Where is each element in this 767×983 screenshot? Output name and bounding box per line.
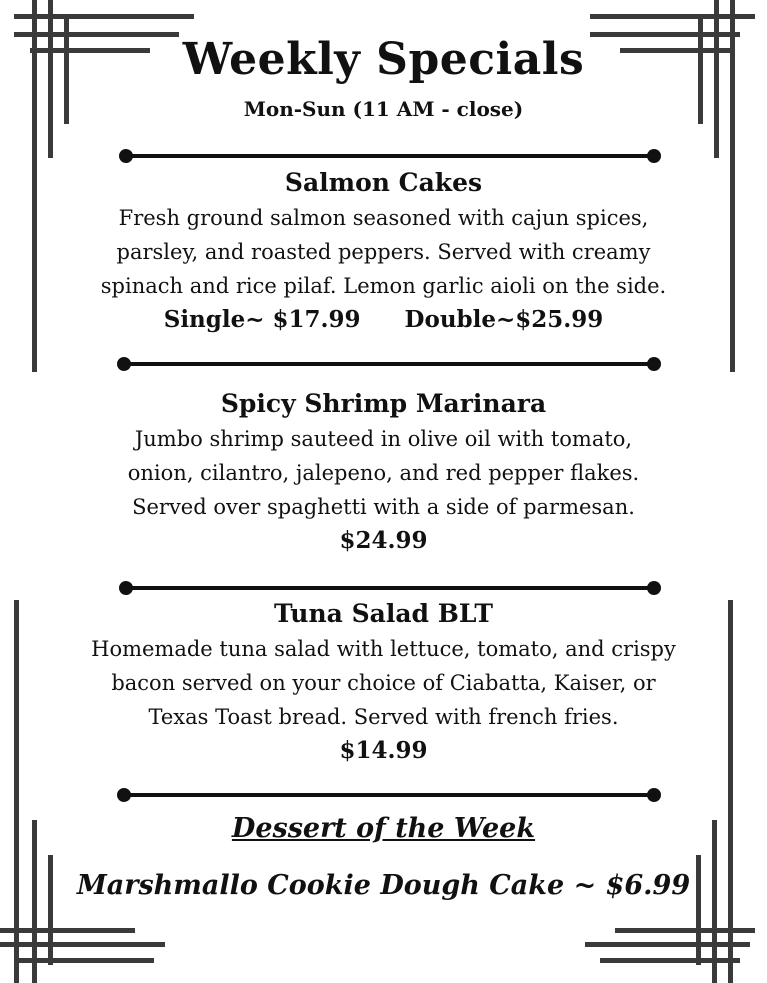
dessert-heading: Dessert of the Week bbox=[231, 813, 536, 844]
item-description-line: spinach and rice pilaf. Lemon garlic aioli on the side. bbox=[100, 274, 667, 298]
divider bbox=[118, 358, 660, 370]
item-price: $14.99 bbox=[339, 737, 428, 764]
menu-item bbox=[0, 386, 767, 558]
divider bbox=[118, 789, 660, 801]
item-price: Single~ $17.99 bbox=[163, 306, 361, 333]
item-price: Double~$25.99 bbox=[404, 306, 604, 333]
item-name: Spicy Shrimp Marinara bbox=[220, 389, 547, 418]
item-description-line: Served over spaghetti with a side of parmesan. bbox=[132, 495, 635, 519]
divider bbox=[120, 150, 660, 162]
divider bbox=[120, 582, 660, 594]
item-description-line: Texas Toast bread. Served with french fries. bbox=[148, 705, 619, 729]
hours-subtitle: Mon-Sun (11 AM - close) bbox=[243, 97, 524, 121]
item-name: Salmon Cakes bbox=[284, 168, 483, 197]
menu-item bbox=[0, 165, 767, 337]
item-description-line: onion, cilantro, jalepeno, and red pepper flakes. bbox=[127, 461, 640, 485]
item-description-line: Jumbo shrimp sauteed in olive oil with tomato, bbox=[134, 427, 633, 451]
item-description-line: Fresh ground salmon seasoned with cajun spices, bbox=[118, 206, 649, 230]
menu-item bbox=[0, 596, 767, 768]
item-price-row bbox=[0, 303, 767, 337]
dessert-item: Marshmallo Cookie Dough Cake ~ $6.99 bbox=[76, 870, 691, 901]
item-description-line: Homemade tuna salad with lettuce, tomato, and crispy bbox=[91, 637, 676, 661]
page-title: Weekly Specials bbox=[182, 34, 585, 85]
item-price: $24.99 bbox=[339, 527, 428, 554]
item-description-line: parsley, and roasted peppers. Served with creamy bbox=[116, 240, 651, 264]
item-description-line: bacon served on your choice of Ciabatta, Kaiser, or bbox=[111, 671, 656, 695]
item-name: Tuna Salad BLT bbox=[274, 599, 493, 628]
